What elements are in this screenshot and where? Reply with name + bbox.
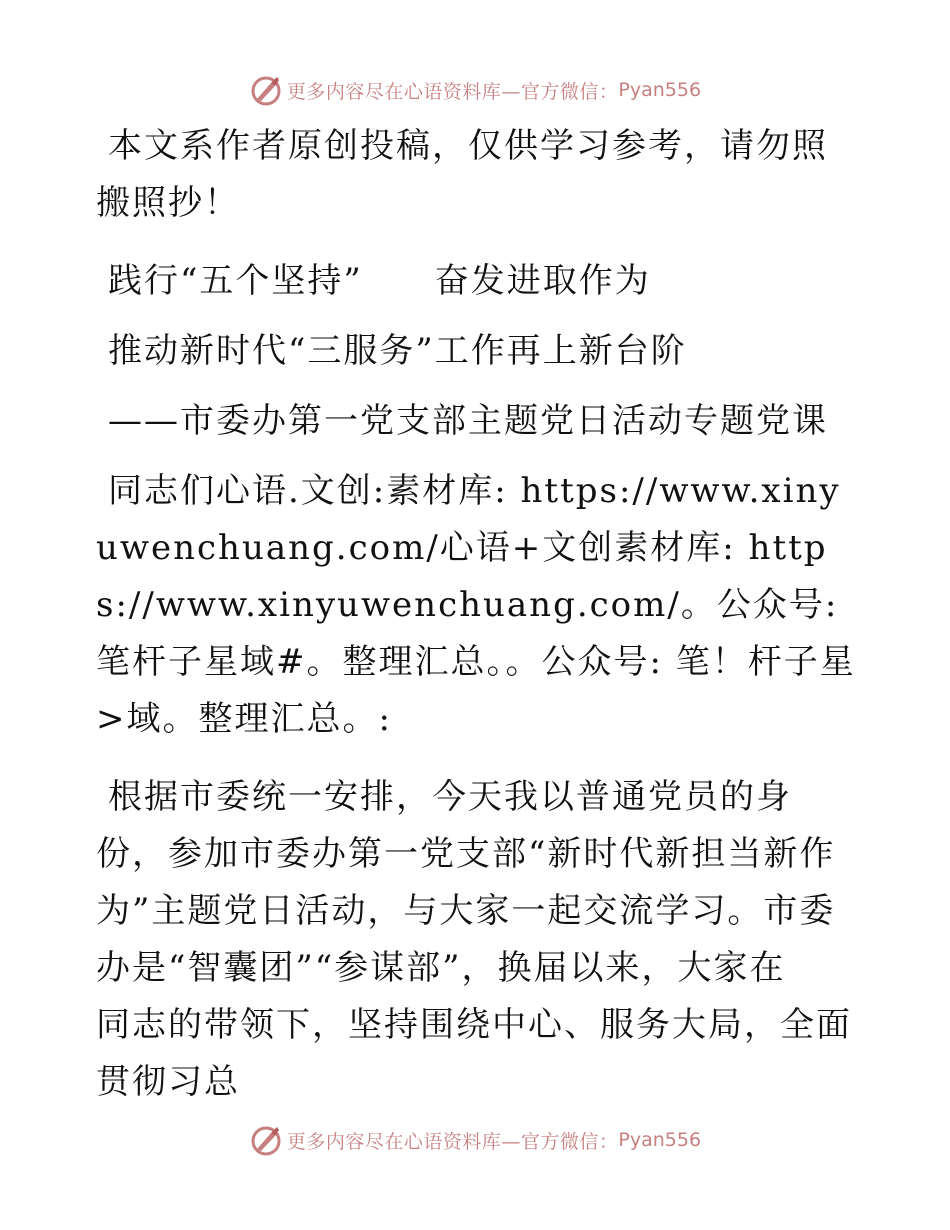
intro-paragraph: 同志们心语.文创:素材库: https://www.xinyuwenchuang.com/心语+文创素材库: https://www.xinyuwenchuang.com/。公众号: 笔杆子星域#。整理汇总。。公众号: 笔！杆子星>域。整理汇总。: [96,471,856,739]
title-part-2: 奋发进取作为 [434,261,651,301]
watermark-footer [0,1120,950,1160]
watermark-text: 更多内容尽在心语资料库—官方微信： [286,80,619,103]
watermark-brand: Pyan556 [618,79,702,101]
title-part-1: 践行“五个坚持” [108,261,363,301]
body-text-b: 同志的带领下，坚持围绕中心、服务大局，全面贯彻习总 [96,1005,852,1102]
pen-logo-icon [249,1123,283,1157]
body-text-a: 根据市委统一安排，今天我以普通党员的身份，参加市委办第一党支部“新时代新担当新作为”主题党日活动，与大家一起交流学习。市委办是“智囊团”“参谋部”，换届以来，大家在 [96,777,836,988]
body-paragraph [96,769,856,1111]
watermark-text: 更多内容尽在心语资料库—官方微信： [286,1130,619,1153]
watermark-brand: Pyan556 [618,1129,702,1151]
document-body [96,118,856,1132]
title-line-1 [96,253,856,310]
disclaimer-paragraph: 本文系作者原创投稿，仅供学习参考，请勿照搬照抄！ [96,126,828,223]
watermark-header [0,70,950,110]
pen-logo-icon [249,73,283,107]
subtitle-line: ——市委办第一党支部主题党日活动专题党课 [108,401,828,441]
title-line-2: 推动新时代“三服务”工作再上新台阶 [108,331,687,371]
